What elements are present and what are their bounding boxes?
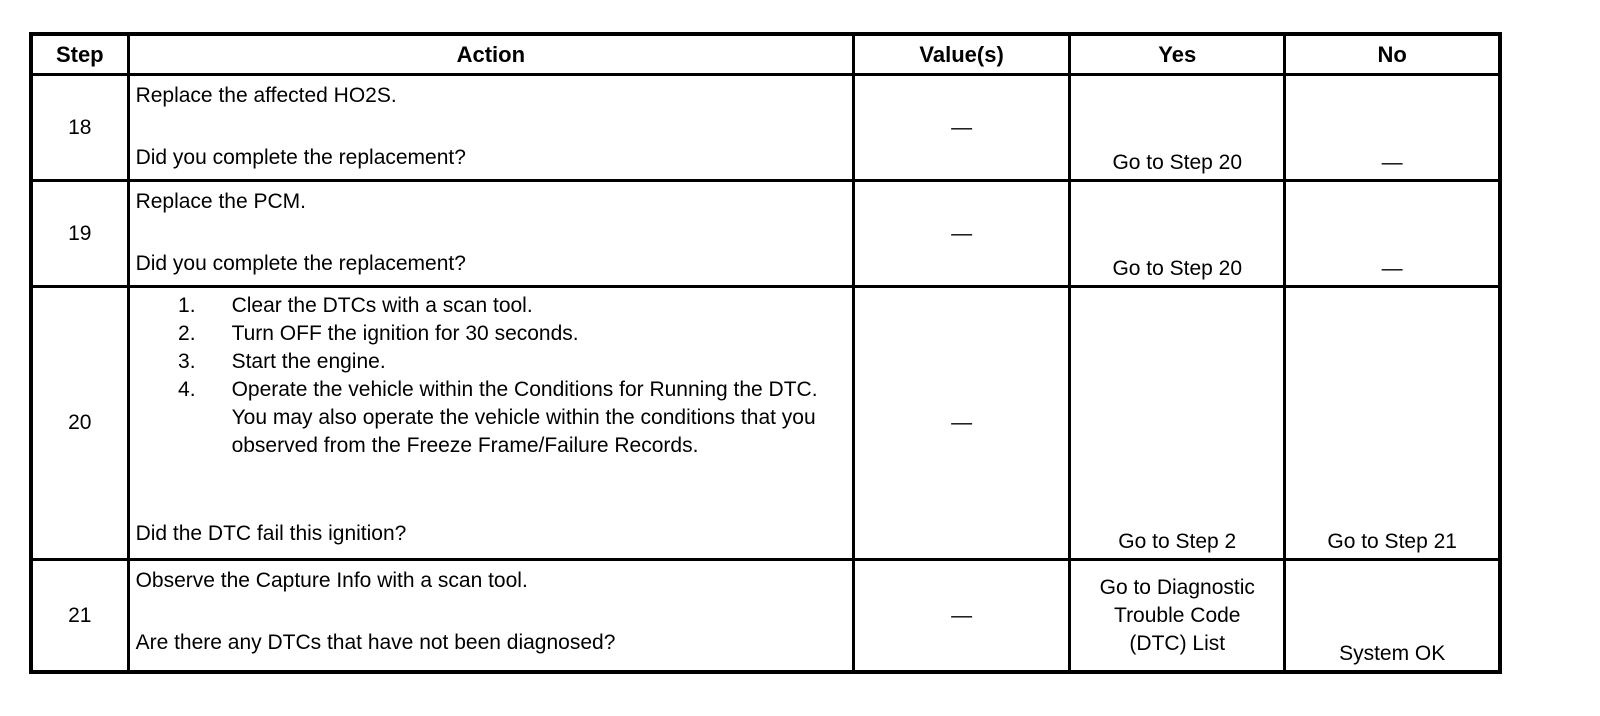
action-text: Replace the affected HO2S. — [135, 84, 397, 107]
no-cell: System OK — [1285, 560, 1500, 673]
no-cell: — — [1285, 181, 1500, 287]
action-question: Did you complete the replacement? — [135, 146, 466, 169]
step-number: 21 — [31, 560, 128, 673]
diagnostic-table — [29, 32, 1502, 674]
substep-item — [136, 348, 846, 376]
substep-item — [136, 292, 846, 320]
substep-list — [136, 292, 846, 460]
header-no: No — [1285, 34, 1500, 75]
substep-text: Operate the vehicle within the Conditions for Running the DTC. You may also operate the vehicle within the conditions that you observed from the Freeze Frame/Failure Records. — [231, 378, 818, 457]
yes-link-line: Go to Diagnostic — [1099, 575, 1255, 599]
action-question: Did you complete the replacement? — [135, 252, 466, 275]
action-question: Did the DTC fail this ignition? — [135, 522, 407, 545]
header-step: Step — [31, 34, 128, 75]
header-action: Action — [128, 34, 853, 75]
substep-text: Turn OFF the ignition for 30 seconds. — [231, 322, 579, 345]
substep-number: 4. — [178, 378, 196, 401]
action-cell — [128, 181, 853, 287]
substep-item — [136, 320, 846, 348]
value-cell: — — [854, 560, 1070, 673]
action-cell — [128, 287, 853, 560]
table-row — [31, 75, 1500, 181]
step-number: 19 — [31, 181, 128, 287]
action-text: Replace the PCM. — [135, 190, 306, 213]
substep-number: 1. — [178, 294, 196, 317]
substep-text: Clear the DTCs with a scan tool. — [231, 294, 533, 317]
value-cell: — — [854, 181, 1070, 287]
substep-number: 2. — [178, 322, 196, 345]
yes-link-line: Trouble Code — [1114, 603, 1241, 627]
action-cell — [128, 560, 853, 673]
header-row — [31, 34, 1500, 75]
value-cell: — — [854, 287, 1070, 560]
yes-link[interactable]: Go to Step 20 — [1070, 181, 1285, 287]
action-question: Are there any DTCs that have not been diagnosed? — [135, 631, 616, 654]
substep-number: 3. — [178, 350, 196, 373]
yes-link[interactable]: Go to Step 20 — [1070, 75, 1285, 181]
substep-item — [136, 376, 846, 460]
no-cell: — — [1285, 75, 1500, 181]
yes-link-line: (DTC) List — [1129, 631, 1226, 655]
table-row — [31, 560, 1500, 673]
yes-link[interactable] — [1070, 560, 1285, 673]
table-row — [31, 181, 1500, 287]
value-cell: — — [854, 75, 1070, 181]
action-text: Observe the Capture Info with a scan tool. — [135, 569, 528, 592]
action-cell — [128, 75, 853, 181]
header-values: Value(s) — [854, 34, 1070, 75]
yes-link[interactable]: Go to Step 2 — [1070, 287, 1285, 560]
substep-text: Start the engine. — [231, 350, 386, 373]
step-number: 18 — [31, 75, 128, 181]
header-yes: Yes — [1070, 34, 1285, 75]
no-link[interactable]: Go to Step 21 — [1285, 287, 1500, 560]
step-number: 20 — [31, 287, 128, 560]
table-row — [31, 287, 1500, 560]
